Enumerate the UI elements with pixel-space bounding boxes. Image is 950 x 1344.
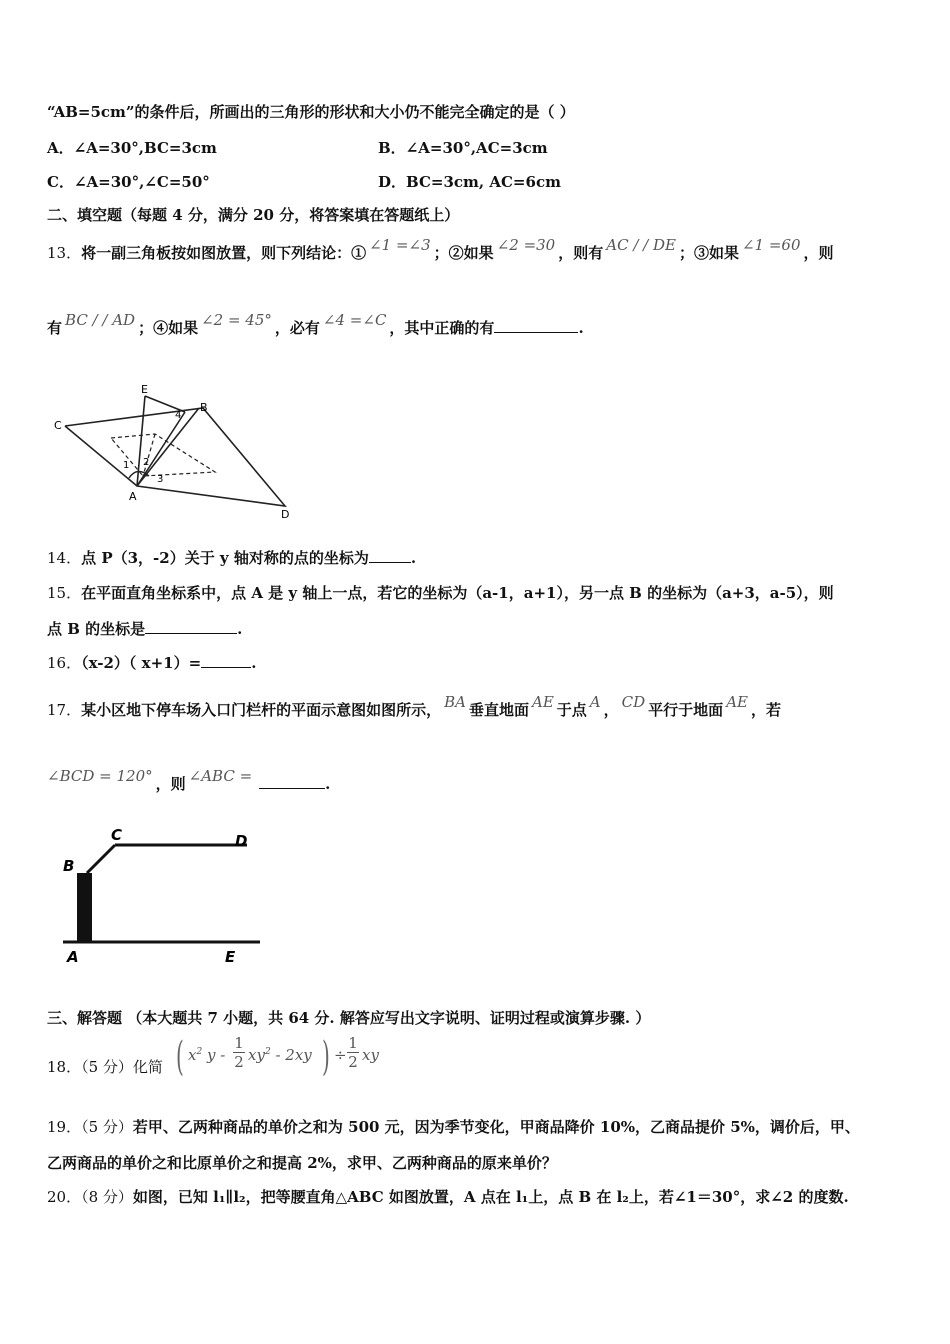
fig1-label-1: 1 [123, 460, 130, 471]
q15-number: 15． [47, 584, 82, 602]
q13-math-angle1-eq-angle3: ∠1 =∠3 [369, 236, 431, 254]
fig1-label-4: 4 [175, 410, 182, 421]
q17-text7: ，则 [155, 775, 186, 793]
q17-text2: 垂直地面 [468, 701, 529, 719]
q18-xy: xy [362, 1046, 379, 1064]
section2-heading: 二、填空题（每题 4 分，满分 20 分，将答案填在答题纸上） [47, 206, 460, 224]
q13-text9: ，其中正确的有 [389, 319, 495, 337]
fig1-label-3: 3 [157, 474, 164, 485]
fig1-quadrilateral [65, 408, 285, 506]
section3-heading: 三、解答题 （本大题共 7 小题，共 64 分. 解答应写出文字说明、证明过程或演算步骤. ） [47, 1009, 651, 1027]
q17-text1: 某小区地下停车场入口门栏杆的平面示意图如图所示， [81, 701, 442, 719]
fig2-post-ba [77, 873, 92, 941]
q13-text4: ；③如果 [678, 244, 739, 262]
q18-line [47, 1057, 163, 1077]
fig2-arm-bc [87, 845, 115, 873]
q16-number: 16． [47, 654, 82, 672]
q13-text7: ；④如果 [138, 319, 199, 337]
q13-text8: ，必有 [274, 319, 320, 337]
q19-text: 若甲、乙两种商品的单价之和为 500 元，因为季节变化，甲商品降价 10%，乙商品提价 5%，调价后，甲、 [132, 1118, 860, 1136]
q17-end: . [325, 775, 331, 793]
q17-text5: 平行于地面 [648, 701, 724, 719]
q16-text: （x-2）（ x+1）= [81, 654, 202, 672]
q20-number: 20． [47, 1188, 82, 1206]
q13-text2: ；②如果 [433, 244, 494, 262]
q17-number: 17． [47, 701, 82, 719]
q14-line [47, 548, 416, 568]
q12-option-b: B．∠A=30°,AC=3cm [378, 139, 548, 157]
q18-y: y - [206, 1046, 226, 1064]
q12-option-d: D．BC=3cm, AC=6cm [378, 173, 561, 191]
q15-line1 [47, 583, 834, 603]
q12-option-c: C．∠A=30°,∠C=50° [47, 173, 210, 191]
q18-frac2-den: 2 [348, 1053, 358, 1071]
q17-math-ae: AE [531, 693, 554, 711]
q18-frac1-num: 1 [234, 1034, 244, 1052]
q18-xy2: xy [248, 1046, 265, 1064]
q12-stem: “AB=5cm”的条件后，所画出的三角形的形状和大小仍不能完全确定的是（ ） [47, 103, 575, 121]
q17-text4: ， [603, 701, 619, 719]
q16-answer-blank[interactable] [201, 653, 251, 668]
q13-line1 [47, 236, 834, 263]
q18-frac1-den: 2 [234, 1053, 244, 1071]
q13-end: . [578, 319, 584, 337]
figure-set-squares [45, 378, 305, 523]
q14-answer-blank[interactable] [369, 548, 411, 563]
q13-math-angle4-eq-anglec: ∠4 =∠C [322, 311, 387, 329]
q13-text3: ，则有 [558, 244, 604, 262]
q14-text: 点 P（3，-2）关于 y 轴对称的点的坐标为 [81, 549, 369, 567]
q18-number: 18． [47, 1058, 82, 1076]
fig2-label-e: E [225, 948, 236, 966]
q17-math-angle-abc: ∠ABC = [188, 767, 253, 785]
q18-divide: ÷ [334, 1046, 347, 1064]
fig2-label-d: D [235, 832, 248, 850]
q17-math-a: A [589, 693, 601, 711]
q13-text1: 将一副三角板按如图放置，则下列结论：① [81, 244, 367, 262]
fig2-label-a: A [67, 948, 79, 966]
q13-text5: ，则 [803, 244, 834, 262]
fig1-label-a: A [129, 490, 137, 503]
q13-math-angle2-45: ∠2 = 45° [201, 311, 272, 329]
q18-sup2: 2 [264, 1047, 271, 1057]
q16-line [47, 653, 256, 673]
fig2-label-b: B [63, 857, 75, 875]
q17-math-ba: BA [444, 693, 466, 711]
fig1-label-b: B [200, 401, 208, 414]
q18-x: x [188, 1046, 197, 1064]
q15-answer-blank[interactable] [145, 619, 237, 634]
q15-end: . [237, 620, 243, 638]
q17-math-cd: CD [621, 693, 646, 711]
q20-score: （8 分） [81, 1188, 133, 1206]
q13-line2 [47, 311, 584, 338]
q17-line1 [47, 693, 781, 720]
fig1-label-d: D [281, 508, 290, 521]
fig1-label-2: 2 [143, 457, 150, 468]
q19-line2: 乙两商品的单价之和比原单价之和提高 2%，求甲、乙两种商品的原来单价？ [47, 1154, 557, 1172]
q17-text6: ，若 [750, 701, 781, 719]
q20-line [47, 1187, 849, 1207]
q14-number: 14． [47, 549, 82, 567]
q13-math-angle1-60: ∠1 =60 [741, 236, 801, 254]
q18-sup1: 2 [196, 1047, 203, 1057]
q17-answer-blank[interactable] [259, 774, 325, 789]
q17-math-ae-2: AE [726, 693, 748, 711]
q20-text: 如图，已知 l₁∥l₂，把等腰直角△ABC 如图放置，A 点在 l₁上，点 B 在 l₂上，若∠1＝30°，求∠2 的度数. [132, 1188, 849, 1206]
q16-end: . [251, 654, 257, 672]
q13-text6: 有 [47, 319, 63, 337]
q15-text2: 点 B 的坐标是 [47, 620, 146, 638]
q19-score: （5 分） [81, 1118, 133, 1136]
q18-frac2-num: 1 [348, 1034, 358, 1052]
q18-rest: - 2xy [275, 1046, 312, 1064]
q17-math-angle-bcd: ∠BCD = 120° [47, 767, 153, 785]
q18-score: （5 分）化简 [81, 1058, 163, 1076]
q17-text3: 于点 [556, 701, 587, 719]
q13-math-angle2-30: ∠2 =30 [496, 236, 556, 254]
q19-number: 19． [47, 1118, 82, 1136]
q13-answer-blank[interactable] [494, 318, 578, 333]
q13-math-ac-parallel-de: AC / / DE [606, 236, 676, 254]
q13-math-bc-parallel-ad: BC / / AD [65, 311, 136, 329]
q14-end: . [410, 549, 417, 567]
fig1-label-c: C [54, 419, 62, 432]
q19-line1 [47, 1117, 860, 1137]
q12-option-a: A．∠A=30°,BC=3cm [47, 139, 217, 157]
figure-parking-gate [55, 825, 270, 970]
fig1-label-e: E [141, 383, 148, 396]
q15-line2 [47, 619, 242, 639]
q15-text: 在平面直角坐标系中，点 A 是 y 轴上一点，若它的坐标为（a-1，a+1），另一点 B 的坐标为（a+3，a-5），则 [81, 584, 834, 602]
fig2-label-c: C [111, 826, 123, 844]
q17-line2 [47, 767, 331, 794]
q13-number: 13． [47, 244, 82, 262]
